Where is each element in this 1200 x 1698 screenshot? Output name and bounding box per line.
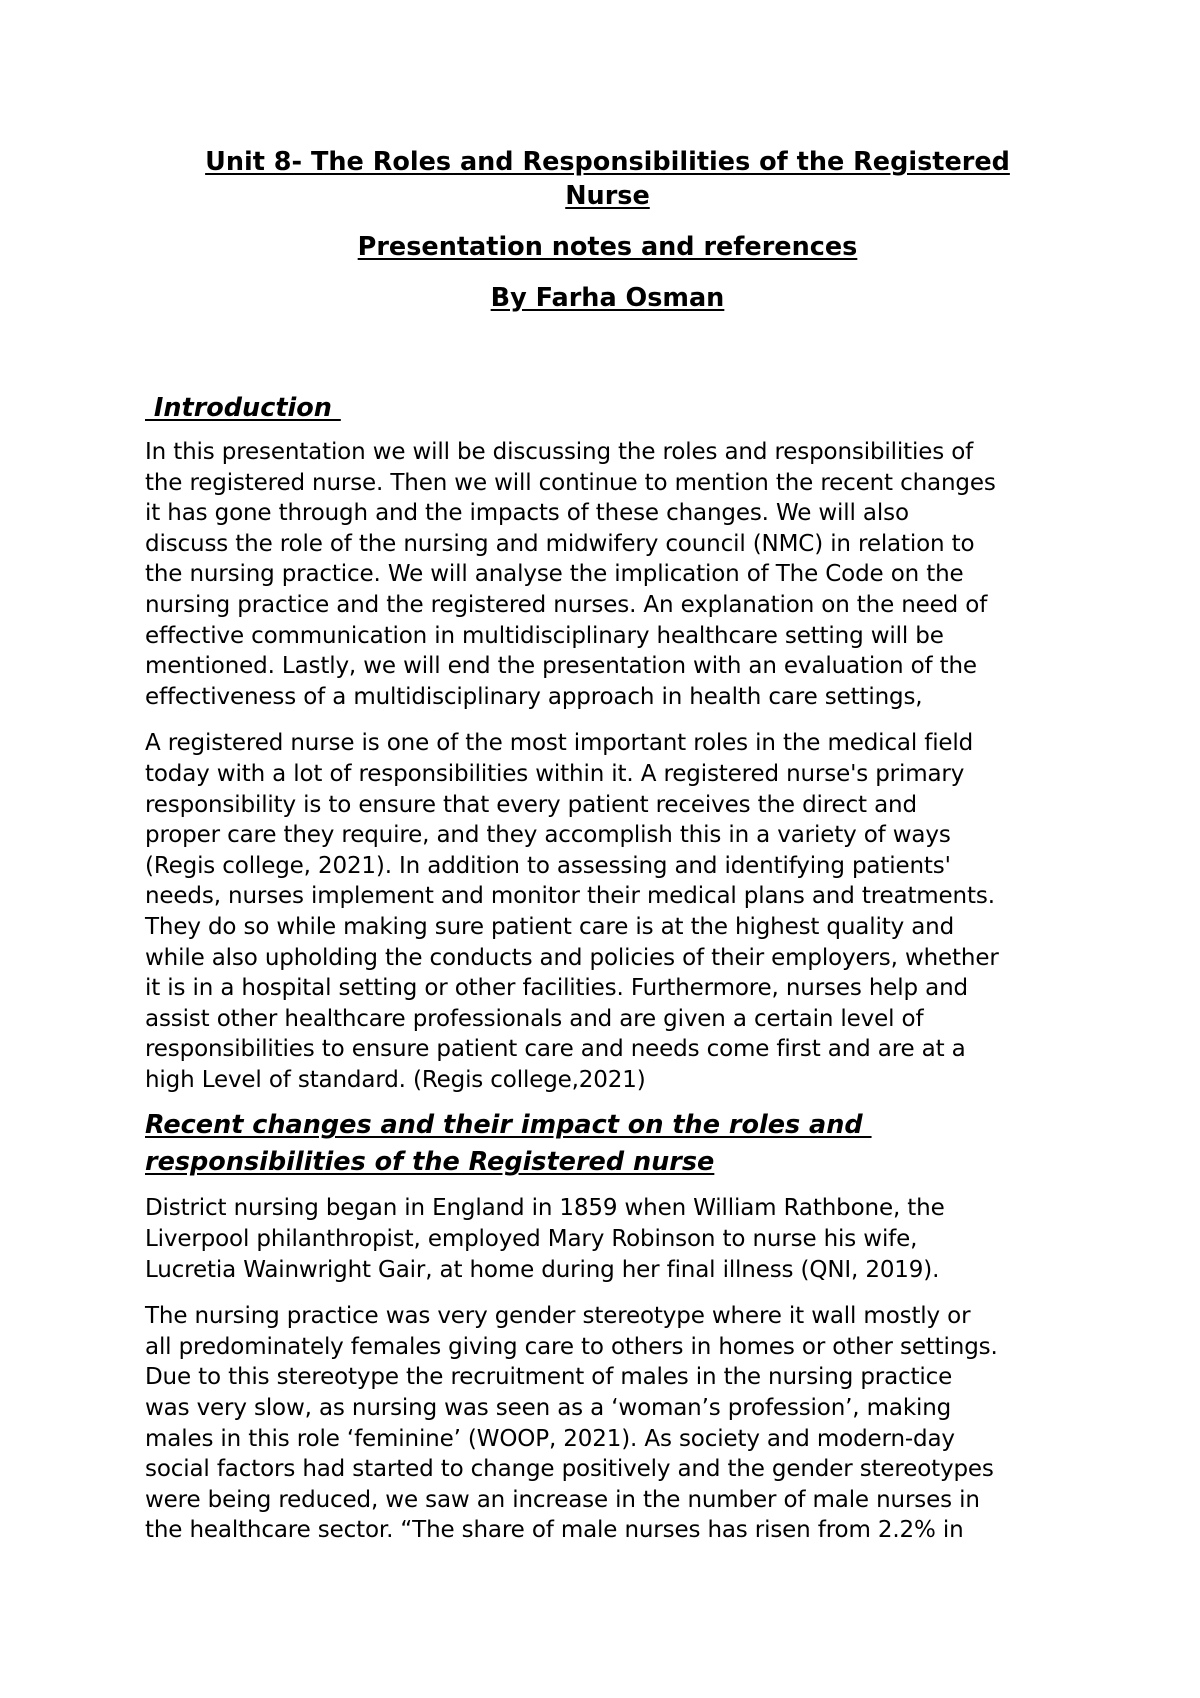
paragraph-line: A registered nurse is one of the most important roles in the medical field xyxy=(145,730,974,757)
paragraph-line: proper care they require, and they accomplish this in a variety of ways xyxy=(145,822,951,849)
title-line: Nurse xyxy=(565,181,650,211)
heading-line: responsibilities of the Registered nurse xyxy=(145,1147,715,1178)
paragraph-line: the registered nurse. Then we will continue to mention the recent changes xyxy=(145,469,996,496)
title-line: Unit 8- The Roles and Responsibilities of the Registered xyxy=(205,147,1010,177)
paragraph-line: were being reduced, we saw an increase in the number of male nurses in xyxy=(145,1486,980,1513)
paragraph-line: mentioned. Lastly, we will end the presentation with an evaluation of the xyxy=(145,653,977,680)
paragraph-line: effective communication in multidisciplinary healthcare setting will be xyxy=(145,622,944,649)
paragraph-line: Lucretia Wainwright Gair, at home during her final illness (QNI, 2019). xyxy=(145,1256,940,1283)
paragraph-line: social factors had started to change positively and the gender stereotypes xyxy=(145,1456,994,1483)
author-text: By Farha Osman xyxy=(490,283,725,313)
paragraph-line: discuss the role of the nursing and midwifery council (NMC) in relation to xyxy=(145,530,975,557)
recent-changes-heading xyxy=(145,1107,1070,1181)
paragraph-line: high Level of standard. (Regis college,2021) xyxy=(145,1066,646,1093)
document-author xyxy=(145,281,1070,315)
paragraph-line: Due to this stereotype the recruitment of males in the nursing practice xyxy=(145,1364,953,1391)
paragraph-line: In this presentation we will be discussing the roles and responsibilities of xyxy=(145,439,974,465)
paragraph-line: it is in a hospital setting or other facilities. Furthermore, nurses help and xyxy=(145,975,968,1002)
paragraph-line: (Regis college, 2021). In addition to assessing and identifying patients' xyxy=(145,852,951,879)
paragraph-line: nursing practice and the registered nurses. An explanation on the need of xyxy=(145,591,988,618)
subtitle-text: Presentation notes and references xyxy=(357,232,858,262)
paragraph-line: while also upholding the conducts and policies of their employers, whether xyxy=(145,944,999,971)
paragraph-line: needs, nurses implement and monitor their medical plans and treatments. xyxy=(145,883,995,910)
registered-nurse-paragraph xyxy=(145,728,1070,1095)
heading-line: Recent changes and their impact on the roles and xyxy=(145,1110,872,1141)
paragraph-line: District nursing began in England in 1859 when William Rathbone, the xyxy=(145,1195,945,1222)
paragraph-line: it has gone through and the impacts of these changes. We will also xyxy=(145,500,909,527)
document-title xyxy=(145,145,1070,213)
nursing-practice-paragraph xyxy=(145,1301,1070,1546)
paragraph-line: was very slow, as nursing was seen as a ‘woman’s profession’, making xyxy=(145,1395,952,1422)
title-block xyxy=(145,145,1070,315)
paragraph-line: responsibilities to ensure patient care and needs come first and are at a xyxy=(145,1036,966,1063)
paragraph-line: the nursing practice. We will analyse the implication of The Code on the xyxy=(145,561,964,588)
intro-paragraph xyxy=(145,437,1070,712)
paragraph-line: males in this role ‘feminine’ (WOOP, 2021). As society and modern-day xyxy=(145,1425,955,1452)
document-subtitle xyxy=(145,230,1070,264)
paragraph-line: effectiveness of a multidisciplinary approach in health care settings, xyxy=(145,683,923,710)
introduction-heading: Introduction xyxy=(145,393,341,423)
paragraph-line: assist other healthcare professionals and are given a certain level of xyxy=(145,1005,924,1032)
paragraph-line: all predominately females giving care to others in homes or other settings. xyxy=(145,1333,998,1360)
paragraph-line: They do so while making sure patient care is at the highest quality and xyxy=(145,913,955,940)
paragraph-line: The nursing practice was very gender stereotype where it wall mostly or xyxy=(145,1303,971,1330)
document-body xyxy=(145,145,1070,1546)
district-nursing-paragraph xyxy=(145,1193,1070,1285)
paragraph-line: the healthcare sector. “The share of male nurses has risen from 2.2% in xyxy=(145,1517,964,1544)
paragraph-line: today with a lot of responsibilities within it. A registered nurse's primary xyxy=(145,760,965,787)
paragraph-line: Liverpool philanthropist, employed Mary Robinson to nurse his wife, xyxy=(145,1226,918,1253)
paragraph-line: responsibility is to ensure that every patient receives the direct and xyxy=(145,791,917,818)
